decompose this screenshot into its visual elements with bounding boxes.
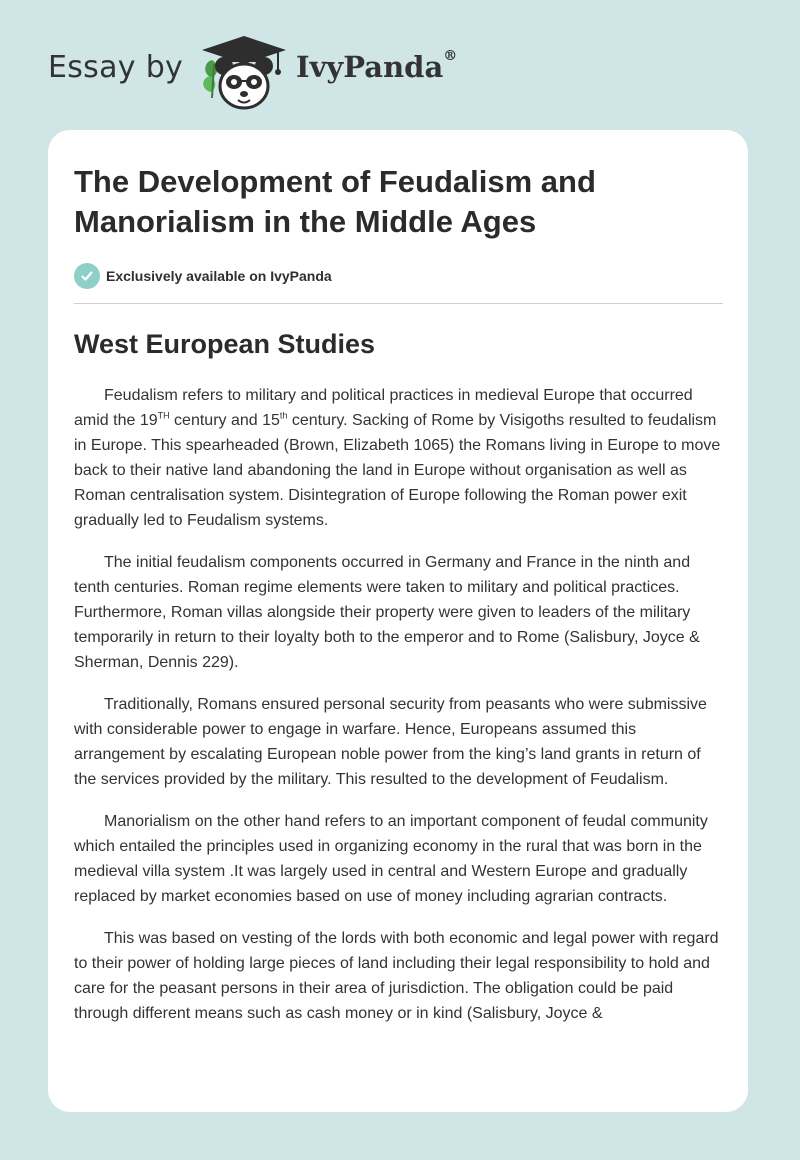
article-title: The Development of Feudalism and Manorialism in the Middle Ages (74, 164, 596, 239)
paragraph: The initial feudalism components occurred in Germany and France in the ninth and tenth centuries. Roman regime elements were taken to military and political practices. Furthermore, Roman villas alongside their property were given to leaders of the military temporarily in return to their loyalty both to the emperor and to Rome (Salisbury, Joyce & Sherman, Dennis 229). (74, 554, 700, 671)
registered-mark: ® (443, 48, 458, 64)
check-circle-icon (74, 263, 100, 289)
brand-name[interactable]: IvyPanda® (296, 48, 458, 84)
article-body (74, 383, 724, 1026)
badge-label: Exclusively available on IvyPanda (106, 268, 332, 284)
paragraph: Manorialism on the other hand refers to an important component of feudal community which entailed the principles used in organizing economy in the rural that was born in the medieval villa system .It was largely used in central and Western Europe and gradually replaced by market economies based on use of money including agrarian contracts. (74, 813, 708, 905)
exclusive-badge (74, 263, 332, 289)
paragraph: Traditionally, Romans ensured personal security from peasants who were submissive with considerable power to engage in warfare. Hence, Europeans assumed this arrangement by escalating European noble power from the king’s land grants in return of the services provided by the military. This resulted to the development of Feudalism. (74, 696, 707, 788)
paragraph: Feudalism refers to military and political practices in medieval Europe that occurred amid the 19TH century and 15th century. Sacking of Rome by Visigoths resulted to feudalism in Europe. This spearheaded (Brown, Elizabeth 1065) the Romans living in Europe to move back to their native land abandoning the land in Europe without organisation as well as Roman centralisation system. Disintegration of Europe following the Roman power exit gradually led to Feudalism systems. (74, 387, 721, 529)
article-card (48, 130, 748, 1112)
section-heading: West European Studies (74, 329, 376, 359)
divider (74, 303, 723, 304)
panda-graduate-icon[interactable] (198, 34, 290, 114)
site-header (0, 0, 800, 130)
paragraph: This was based on vesting of the lords with both economic and legal power with regard to their power of holding large pieces of land including their legal responsibility to hold and care for the peasant persons in their area of jurisdiction. The obligation could be paid through different means such as cash money or in kind (Salisbury, Joyce & (74, 930, 719, 1022)
brand-prefix: Essay by (48, 50, 184, 85)
